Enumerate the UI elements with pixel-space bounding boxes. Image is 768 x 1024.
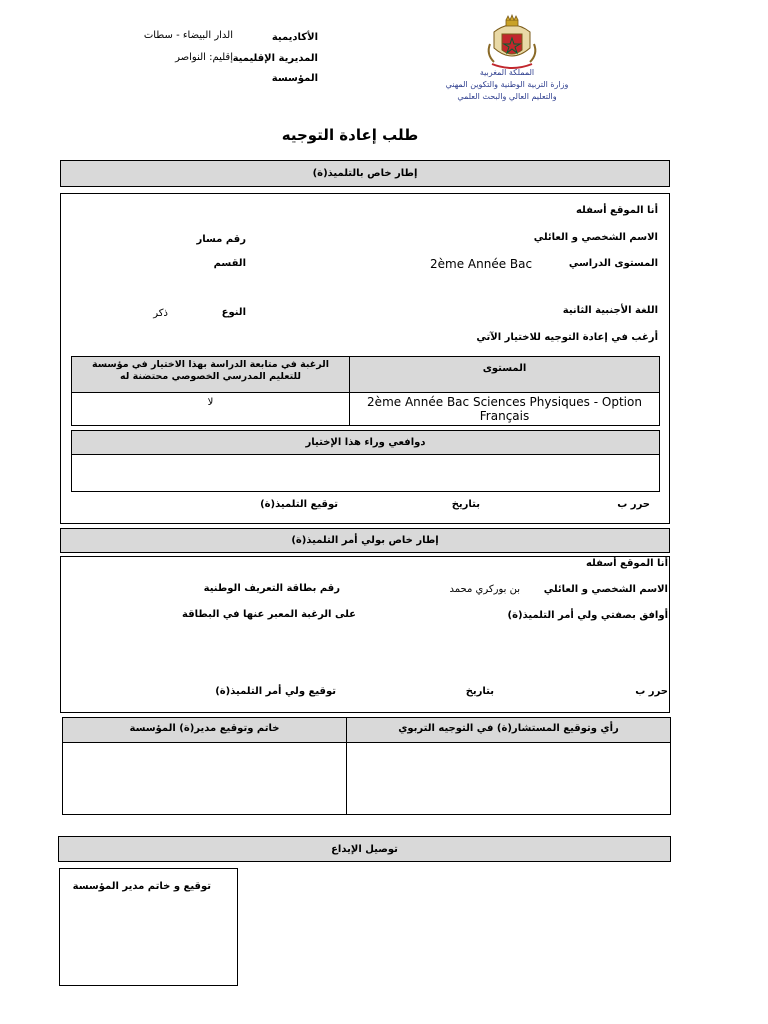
gender-label: النوع: [221, 307, 246, 318]
level-label: المستوى الدراسي: [568, 258, 658, 269]
guardian-fullname-label: الاسم الشخصي و العائلي: [543, 584, 668, 595]
academy-label: الأكاديمية: [271, 32, 318, 43]
gender-value: ذكر: [153, 308, 168, 319]
receipt-bar: توصيل الإيداع: [58, 836, 671, 862]
col-private-label: الرغبة في متابعة الدراسة بهذا الاختيار في مؤسسة للتعليم المدرسي الخصوصي محتضنة له: [92, 359, 329, 382]
table-row-private: [71, 392, 350, 426]
student-written-at: حرر ب: [617, 499, 650, 510]
language-label: اللغة الأجنبية الثانية: [562, 305, 658, 316]
ministry-line1: وزارة التربية الوطنية والتكوين المهني: [445, 80, 569, 89]
level-value: 2ème Année Bac: [430, 257, 533, 271]
counselor-header: [346, 717, 671, 743]
guardian-signed-below: أنا الموقع أسفله: [585, 558, 668, 569]
student-signed-below: أنا الموقع أسفله: [575, 205, 658, 216]
directorate-value: إقليم: النواصر: [175, 52, 233, 63]
class-label: القسم: [213, 258, 246, 269]
student-signature-label: توقيع التلميذ(ة): [260, 499, 338, 510]
guardian-signature-label: توقيع ولي أمر التلميذ(ة): [215, 686, 336, 697]
cin-label: رقم بطاقة التعريف الوطنية: [203, 583, 340, 594]
school-label: المؤسسة: [271, 73, 318, 84]
emblem: [484, 14, 540, 76]
ministry-line2: والتعليم العالي والبحث العلمي: [457, 92, 557, 101]
coat-of-arms-icon: [484, 14, 540, 76]
counselor-signature-area[interactable]: [346, 742, 671, 815]
guardian-section-frame: [60, 556, 670, 713]
massar-label: رقم مسار: [196, 234, 246, 245]
director-signature-area[interactable]: [62, 742, 347, 815]
row-private-value: لا: [207, 397, 214, 408]
guardian-section-bar: إطار خاص بولي أمر التلميذ(ة): [60, 528, 670, 553]
student-fullname-label: الاسم الشخصي و العائلي: [533, 232, 658, 243]
counselor-header-label: رأي وتوقيع المستشار(ة) في التوجيه التربوي: [398, 723, 619, 734]
guardian-date-label: بتاريخ: [465, 686, 494, 697]
guardian-fullname-value: بن بوركري محمد: [449, 584, 520, 595]
col-level-label: المستوى: [482, 363, 527, 374]
wish-text: أرغب في إعادة التوجيه للاختيار الآتي: [476, 332, 658, 343]
agree-text: أوافق بصفتي ولي أمر التلميذ(ة): [507, 610, 668, 621]
student-section-bar: إطار خاص بالتلميذ(ة): [60, 160, 670, 187]
motives-area[interactable]: [71, 454, 660, 492]
table-header-level: [349, 356, 660, 393]
row-level-value: 2ème Année Bac Sciences Physiques - Option Français: [367, 395, 642, 423]
academy-value: الدار البيضاء - سطات: [143, 30, 233, 41]
motives-bar: دوافعي وراء هذا الإختيار: [71, 430, 660, 455]
student-date-label: بتاريخ: [451, 499, 480, 510]
receipt-box-label: توقيع و خاتم مدير المؤسسة: [72, 881, 211, 892]
directorate-label: المديرية الإقليمية: [232, 53, 318, 64]
page-title: طلب إعادة التوجيه: [281, 126, 419, 144]
guardian-written-at: حرر ب: [635, 686, 668, 697]
kingdom-label: المملكة المغربية: [479, 68, 535, 77]
director-header-label: خاتم وتوقيع مدير(ة) المؤسسة: [129, 723, 280, 734]
table-row-level: [349, 392, 660, 426]
director-header: [62, 717, 347, 743]
agree-text2: على الرغبة المعبر عنها في البطاقة: [182, 609, 356, 620]
table-header-private: [71, 356, 350, 393]
